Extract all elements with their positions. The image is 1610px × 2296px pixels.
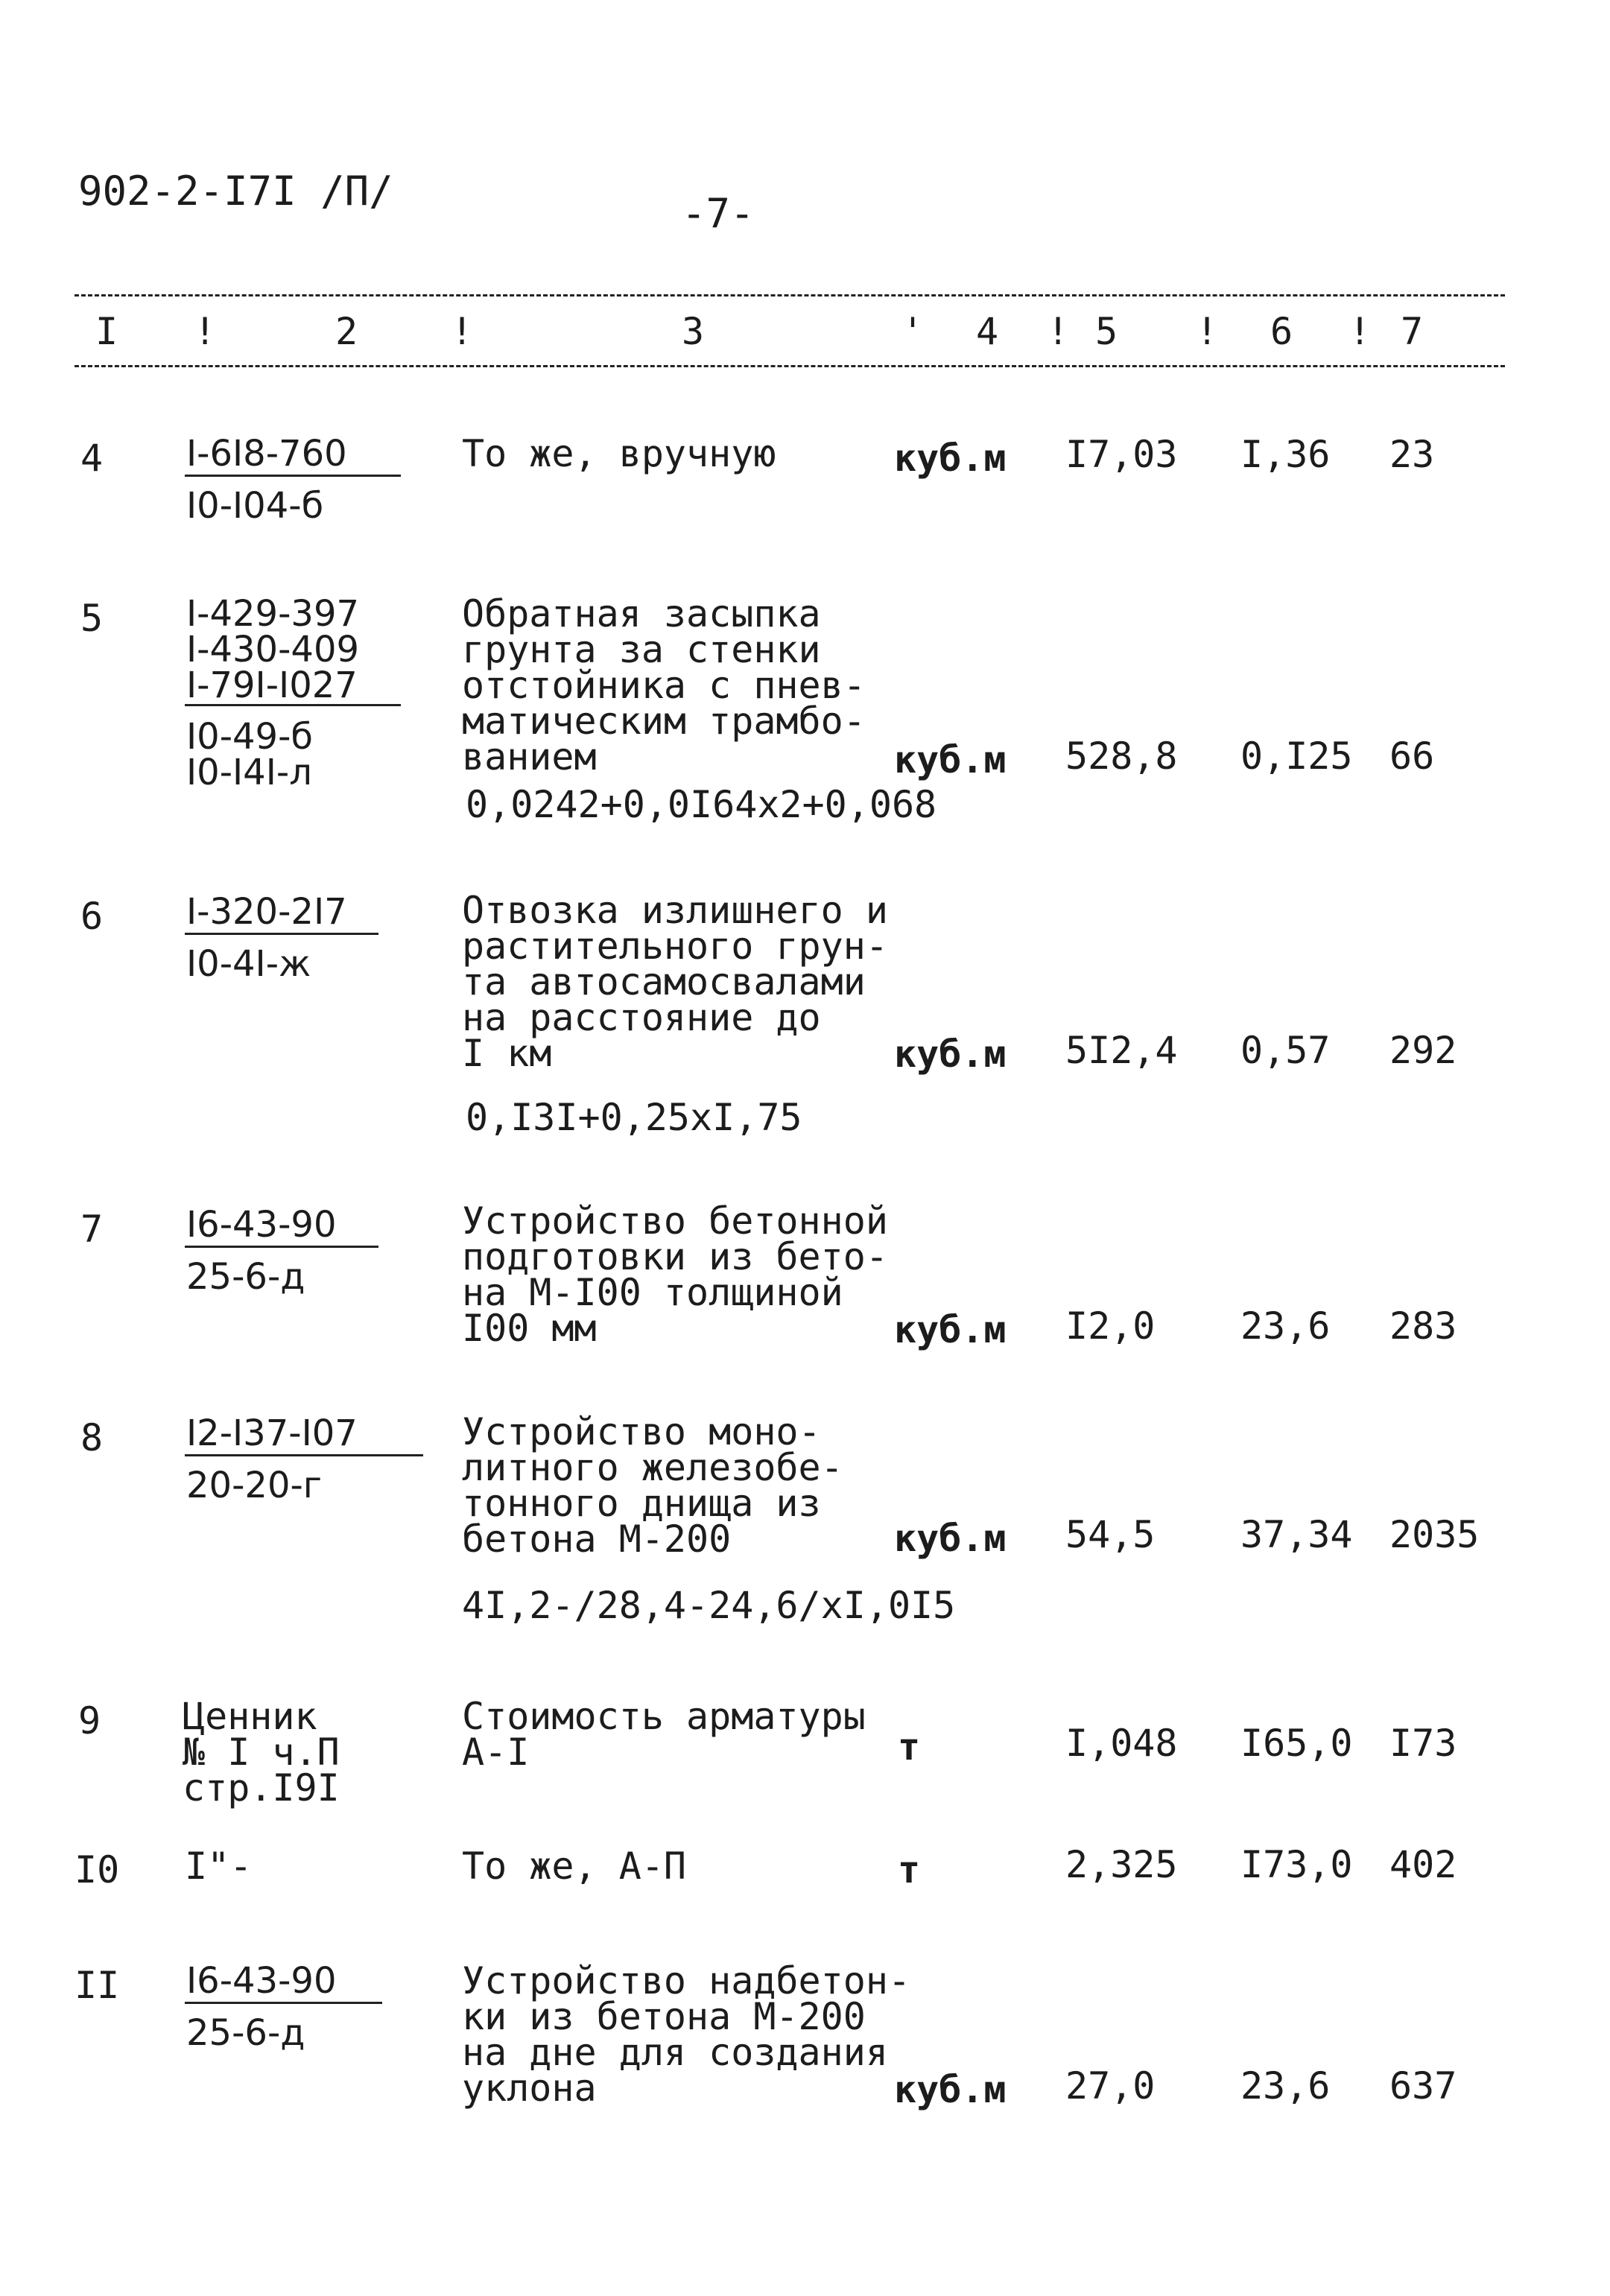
work-description: Устройство моно- литного железобе- тонного днища из бетона М-200 <box>462 1410 843 1561</box>
quantity: 5I2,4 <box>1065 1029 1178 1072</box>
column-separator: ! <box>1196 310 1219 353</box>
column-header-4: 4 <box>976 310 999 353</box>
column-separator: ! <box>451 310 474 353</box>
column-header-5: 5 <box>1095 310 1118 353</box>
work-description: Отвозка излишнего и растительного грун- та автосамосвалами на расстояние до I км <box>462 889 888 1075</box>
row-number: 8 <box>80 1416 104 1459</box>
work-description: Обратная засыпка грунта за стенки отстойника с пнев- матическим трамбо- ванием <box>462 592 866 778</box>
unit: куб.м <box>894 1308 1007 1351</box>
row-number: II <box>75 1964 120 2007</box>
row-number: 7 <box>80 1208 104 1251</box>
work-description: То же, А-П <box>462 1845 687 1888</box>
calculation-formula: 4I,2-/28,4-24,6/xI,0I5 <box>462 1584 956 1627</box>
total-cost: 2035 <box>1389 1513 1480 1556</box>
unit: т <box>898 1848 921 1891</box>
norm-code: I-320-2I7 <box>186 891 347 933</box>
work-description: Стоимость арматуры А-I <box>462 1695 866 1774</box>
norm-code: I6-43-90 <box>186 1204 337 1246</box>
norm-code: I6-43-90 <box>186 1960 337 2002</box>
price-list-reference: Ценник № I ч.П стр.I9I <box>183 1695 340 1810</box>
price-code: I0-I04-б <box>186 485 324 527</box>
norm-code: I-429-397 <box>186 593 360 635</box>
total-cost: 66 <box>1389 735 1435 778</box>
row-number: I0 <box>75 1848 120 1891</box>
fraction-line <box>185 933 378 935</box>
work-description: Устройство бетонной подготовки из бето- на М-I00 толщиной I00 мм <box>462 1199 888 1350</box>
work-description: Устройство надбетон- ки из бетона М-200 на дне для создания уклона <box>462 1959 911 2110</box>
row-number: 5 <box>80 597 104 640</box>
column-separator: ! <box>1047 310 1070 353</box>
total-cost: 23 <box>1389 433 1435 476</box>
unit-price: I,36 <box>1240 433 1331 476</box>
quantity: 2,325 <box>1065 1843 1178 1886</box>
column-header-1: I <box>95 310 118 353</box>
header-top-rule <box>75 294 1505 296</box>
unit: куб.м <box>894 738 1007 781</box>
ditto-reference: I"- <box>185 1845 253 1888</box>
column-header-7: 7 <box>1401 310 1424 353</box>
price-code: I0-I4I-л <box>186 752 312 793</box>
unit-price: 0,57 <box>1240 1029 1331 1072</box>
quantity: 54,5 <box>1065 1513 1156 1556</box>
row-number: 9 <box>78 1699 101 1742</box>
price-code: 25-6-д <box>186 1256 305 1298</box>
unit-price: I65,0 <box>1240 1722 1353 1765</box>
work-description: То же, вручную <box>462 432 776 475</box>
quantity: I7,03 <box>1065 433 1178 476</box>
total-cost: 637 <box>1389 2064 1457 2108</box>
price-code: 20-20-г <box>186 1465 323 1506</box>
document-code: 902-2-I7I /П/ <box>78 168 393 215</box>
column-separator: ' <box>901 310 925 353</box>
price-code: I0-49-б <box>186 716 314 758</box>
column-separator: ! <box>1348 310 1372 353</box>
quantity: I,048 <box>1065 1722 1178 1765</box>
unit: куб.м <box>894 1033 1007 1076</box>
norm-code: I-6I8-760 <box>186 433 347 475</box>
unit: куб.м <box>894 1517 1007 1560</box>
column-header-6: 6 <box>1270 310 1293 353</box>
unit-price: 37,34 <box>1240 1513 1353 1556</box>
unit-price: 0,I25 <box>1240 735 1353 778</box>
calculation-formula: 0,0242+0,0I64x2+0,068 <box>466 783 937 826</box>
header-bottom-rule <box>75 365 1505 367</box>
unit-price: 23,6 <box>1240 2064 1331 2108</box>
unit: куб.м <box>894 2068 1007 2111</box>
quantity: 528,8 <box>1065 735 1178 778</box>
norm-code: I-79I-I027 <box>186 665 358 706</box>
fraction-line <box>185 2002 382 2004</box>
total-cost: 283 <box>1389 1304 1457 1348</box>
price-code: 25-6-д <box>186 2012 305 2054</box>
price-code: I0-4I-ж <box>186 943 311 985</box>
fraction-line <box>185 475 401 477</box>
norm-code: I2-I37-I07 <box>186 1412 358 1454</box>
total-cost: 292 <box>1389 1029 1457 1072</box>
fraction-line <box>185 1454 423 1456</box>
page-number: -7- <box>682 190 755 237</box>
column-separator: ! <box>194 310 217 353</box>
calculation-formula: 0,I3I+0,25xI,75 <box>466 1096 802 1139</box>
total-cost: 402 <box>1389 1843 1457 1886</box>
quantity: 27,0 <box>1065 2064 1156 2108</box>
row-number: 6 <box>80 895 104 938</box>
fraction-line <box>185 1246 378 1248</box>
unit-price: I73,0 <box>1240 1843 1353 1886</box>
column-header-3: 3 <box>682 310 705 353</box>
unit-price: 23,6 <box>1240 1304 1331 1348</box>
quantity: I2,0 <box>1065 1304 1156 1348</box>
row-number: 4 <box>80 437 104 480</box>
fraction-line <box>185 704 401 706</box>
unit: куб.м <box>894 437 1007 480</box>
column-header-2: 2 <box>335 310 358 353</box>
norm-code: I-430-409 <box>186 629 360 670</box>
unit: т <box>898 1725 921 1769</box>
total-cost: I73 <box>1389 1722 1457 1765</box>
